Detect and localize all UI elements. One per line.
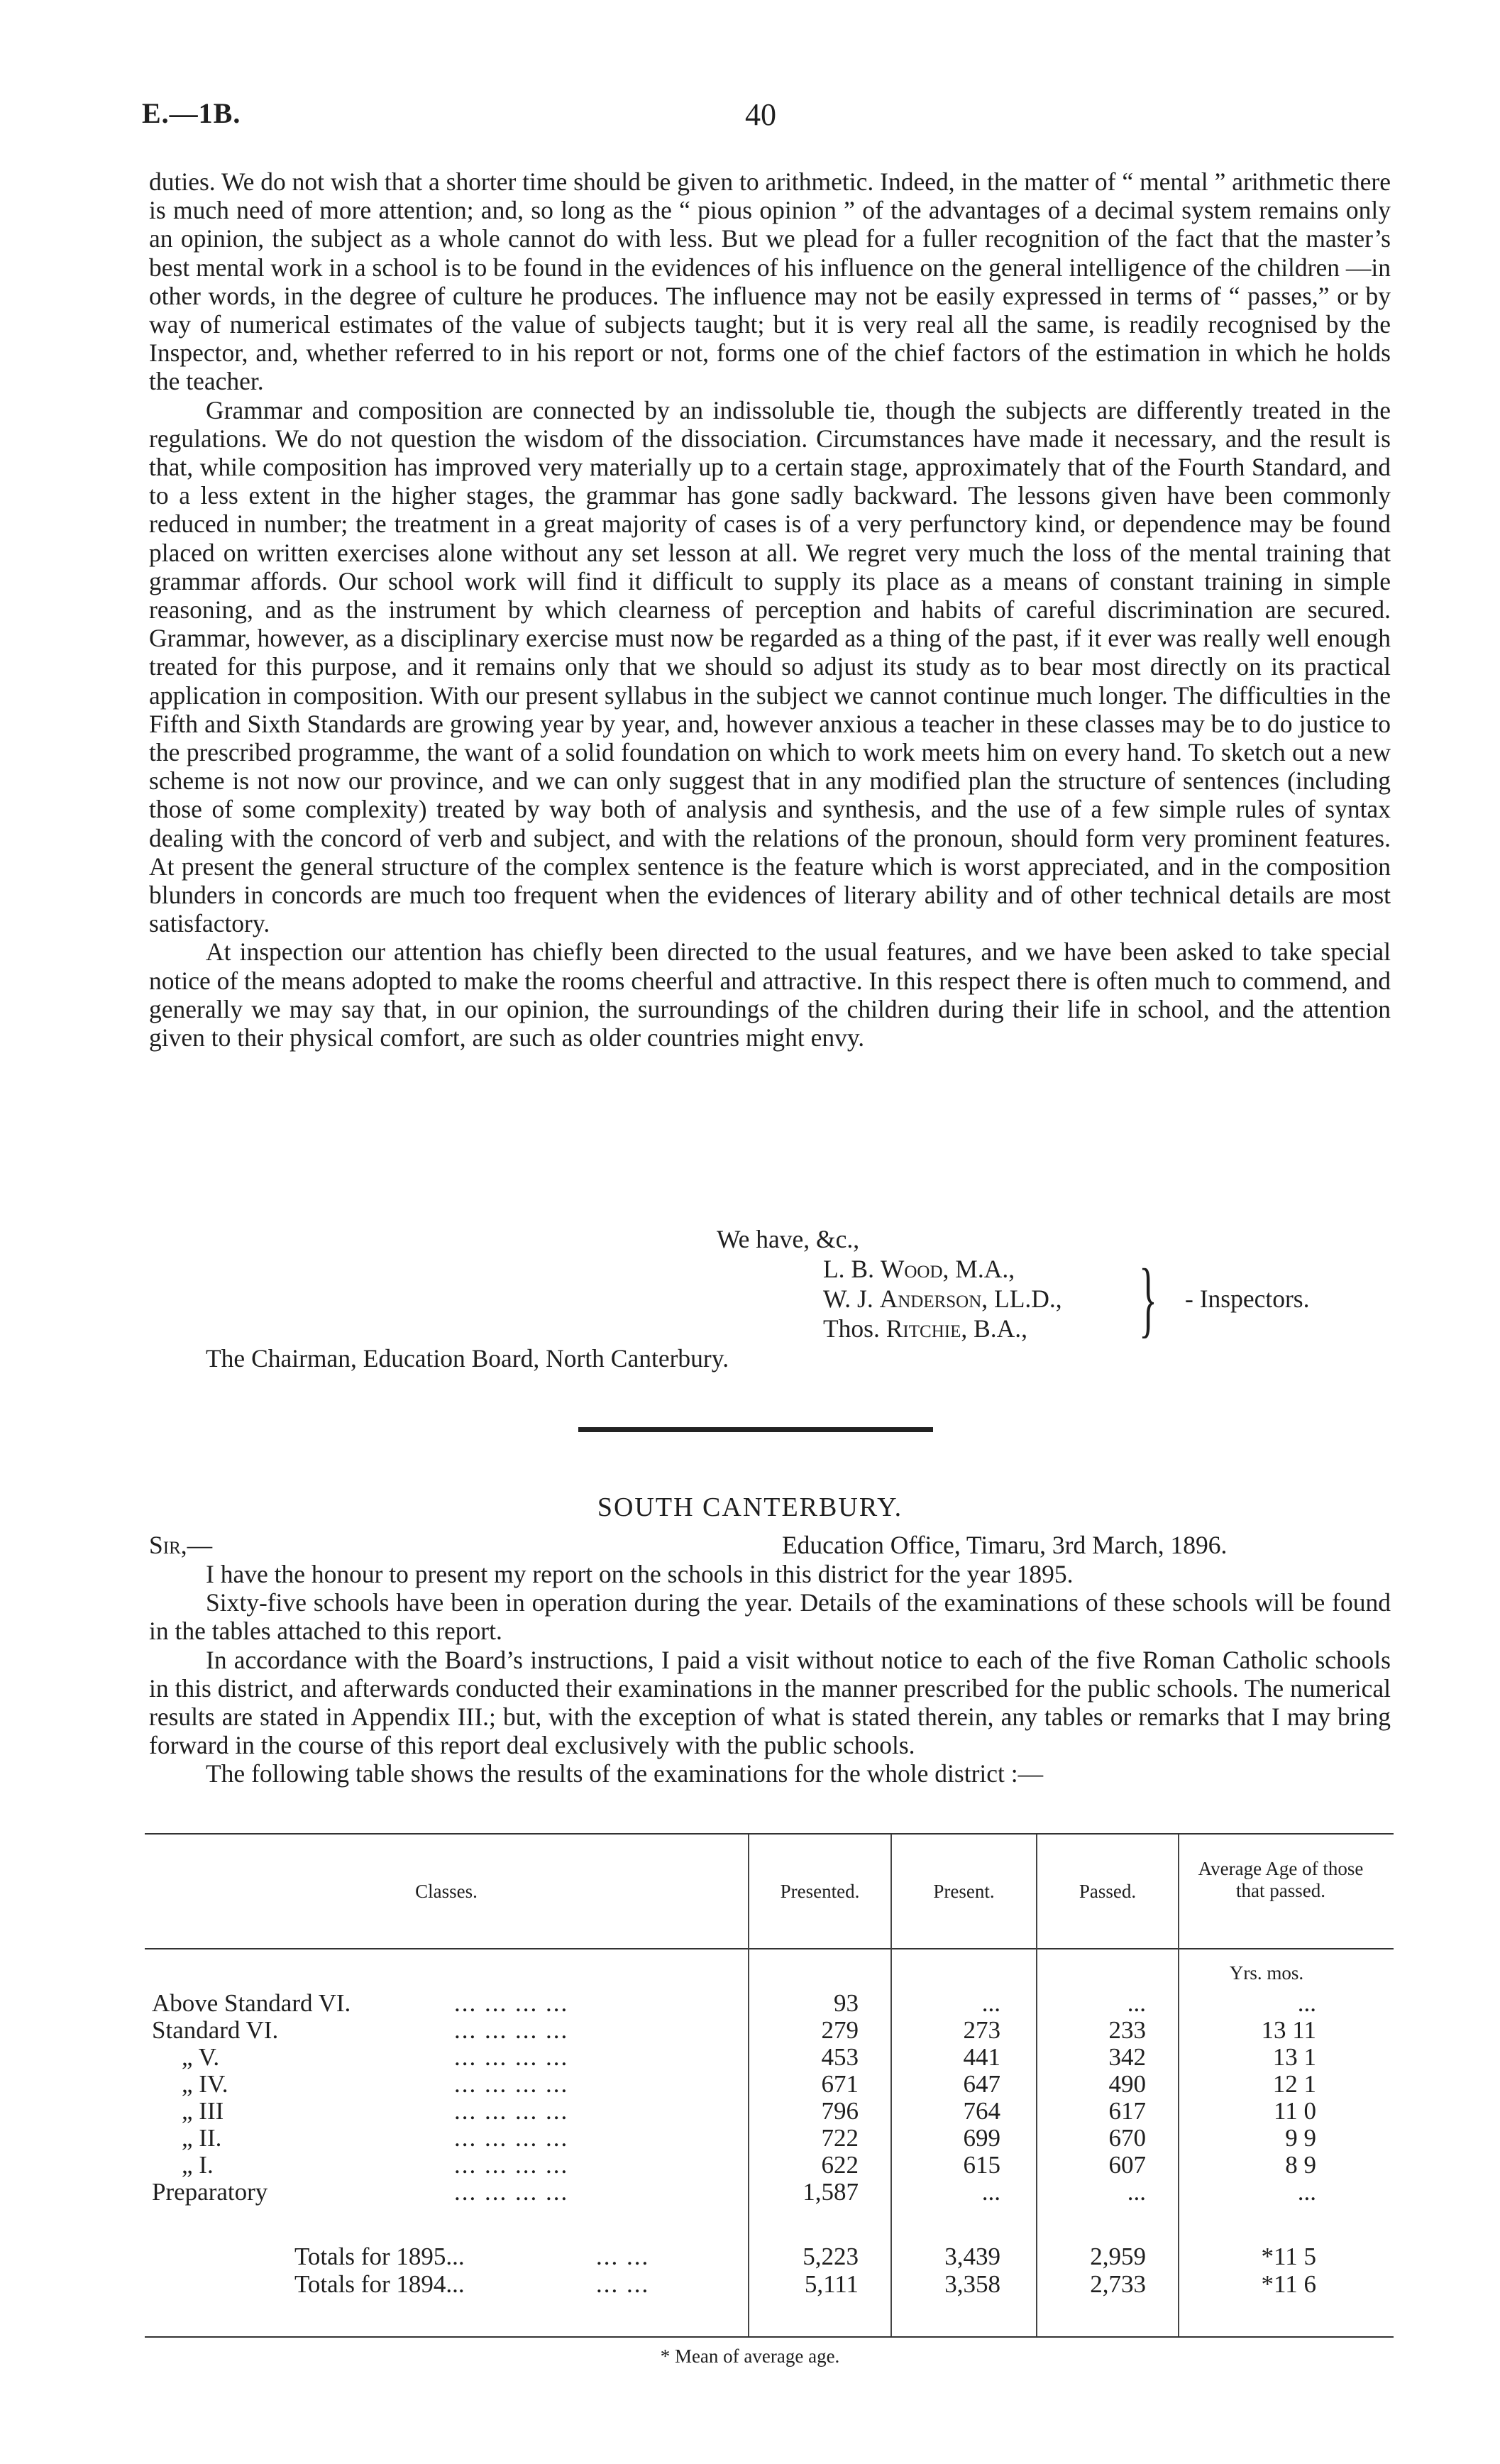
- table-bottom-rule: [145, 2336, 1394, 2338]
- table-row: „ II. ... ... ... ... 722 699 670 9 9: [182, 2124, 1316, 2152]
- signatory: Thos. Ritchie, B.A.,: [823, 1314, 1028, 1343]
- signatory-role: - Inspectors.: [1185, 1285, 1310, 1313]
- paragraph: I have the honour to present my report on the schools in this district for the year 1895.: [206, 1560, 1074, 1588]
- table-row: „ V. ... ... ... ... 453 441 342 13 1: [182, 2043, 1316, 2071]
- signatory: W. J. Anderson, LL.D.,: [823, 1285, 1062, 1313]
- section-divider: [578, 1427, 933, 1432]
- addressee: The Chairman, Education Board, North Canterbury.: [206, 1344, 729, 1373]
- column-header-passed: Passed.: [1079, 1881, 1137, 1902]
- paragraph: The following table shows the results of the examinations for the whole district :—: [206, 1759, 1044, 1788]
- signatory: L. B. Wood, M.A.,: [823, 1255, 1015, 1283]
- totals-row: Totals for 1894... ... ... 5,111 3,358 2,733 *11 6: [294, 2270, 1316, 2298]
- column-header-present: Present.: [933, 1881, 995, 1902]
- paragraph: duties. We do not wish that a shorter time should be given to arithmetic. Indeed, in the matter of “ mental ” arithmetic there is much need of more attention; and, so long as the “ pious opinion ” of the advantages of a decimal system remains only an opinion, the subject as a whole cannot do with less. But we plead for a fuller recognition of the fact that the master’s best mental work in a school is to be found in the evidences of his influence on the general intelligence of the children —in other words, in the degree of culture he produces. The influence may not be easily expressed in terms of “ passes,” or by way of numerical estimates of the value of subjects taught; but it is very real all the same, is readily recognised by the Inspector, and, whether referred to in his report or not, forms one of the chief factors of the estimation in which he holds the teacher.: [149, 167, 1391, 396]
- section-title: SOUTH CANTERBURY.: [597, 1492, 903, 1522]
- paragraph: At inspection our attention has chiefly been directed to the usual features, and we have been asked to take special notice of the means adopted to make the rooms cheerful and attractive. In this respect there is often much to commend, and generally we may say that, in our opinion, the surroundings of the children during their life in school, and the attention given to their physical comfort, are such as older countries might envy.: [149, 937, 1391, 1052]
- table-row: Preparatory ... ... ... ... 1,587 ... ... ...: [152, 2178, 1316, 2206]
- north-canterbury-report-text: [149, 167, 1391, 1052]
- brace-glyph: }: [1139, 1251, 1157, 1346]
- salutation: Sir,—: [149, 1531, 213, 1559]
- table-row: „ III ... ... ... ... 796 764 617 11 0: [182, 2097, 1316, 2125]
- age-unit-label: Yrs. mos.: [1229, 1962, 1304, 1984]
- document-reference: E.—1B.: [142, 97, 241, 129]
- page-number: 40: [745, 97, 776, 132]
- column-header-average-age: Average Age of those that passed.: [1198, 1858, 1364, 1901]
- table-row: „ IV. ... ... ... ... 671 647 490 12 1: [182, 2070, 1316, 2098]
- table-row: Above Standard VI. ... ... ... ... 93 ... ... ...: [152, 1989, 1316, 2017]
- paragraph: Grammar and composition are connected by an indissoluble tie, though the subjects are differently treated in the regulations. We do not question the wisdom of the dissociation. Circumstances have made it necessary, and the result is that, while composition has improved very materially up to a certain stage, approximately that of the Fourth Standard, and to a less extent in the higher stages, the grammar has gone sadly backward. The lessons given have been commonly reduced in number; the treatment in a great majority of cases is of a very perfunctory kind, or dependence may be found placed on written exercises alone without any set lesson at all. We regret very much the loss of the mental training that grammar affords. Our school work will find it difficult to supply its place as a means of constant training in simple reasoning, and as the instrument by which clearness of perception and habits of careful discrimination are secured. Grammar, however, as a disciplinary exercise must now be regarded as a thing of the past, if it ever was really well enough treated for this purpose, and it remains only that we should so adjust its study as to bear most directly on its practical application in composition. With our present syllabus in the subject we cannot continue much longer. The difficulties in the Fifth and Sixth Standards are growing year by year, and, however anxious a teacher in these classes may be to do justice to the prescribed programme, the want of a solid foundation on which to work meets him on every hand. To sketch out a new scheme is not now our province, and we can only suggest that in any modified plan the structure of sentences (including those of some complexity) treated by way both of analysis and synthesis, and the use of a few simple rules of syntax dealing with the concord of verb and subject, and with the relations of the pronoun, should form very prominent features. At present the general structure of the complex sentence is the feature which is worst appreciated, and in the composition blunders in concords are much too frequent when the evidences of literary ability and of other technical details are most satisfactory.: [149, 395, 1391, 938]
- totals-row: Totals for 1895... ... ... 5,223 3,439 2,959 *11 5: [294, 2243, 1316, 2270]
- page-header: [142, 97, 1391, 139]
- table-top-rule: [145, 1833, 1394, 1835]
- south-canterbury-report-text: [149, 1560, 1391, 1788]
- table-row: Standard VI. ... ... ... ... 279 273 233 13 11: [152, 2016, 1316, 2044]
- signature-block: [149, 1225, 1391, 1381]
- column-header-classes: Classes.: [415, 1881, 478, 1902]
- column-header-presented: Presented.: [780, 1881, 860, 1902]
- closing-phrase: We have, &c.,: [717, 1225, 860, 1253]
- table-footnote: * Mean of average age.: [660, 2345, 840, 2367]
- dateline: Education Office, Timaru, 3rd March, 1896.: [782, 1531, 1228, 1559]
- paragraph: Sixty-five schools have been in operation during the year. Details of the examinations of these schools will be found in the tables attached to this report.: [149, 1588, 1391, 1646]
- paragraph: In accordance with the Board’s instructions, I paid a visit without notice to each of the five Roman Catholic schools in this district, and afterwards conducted their examinations in the manner prescribed for the public schools. The numerical results are stated in Appendix III.; but, with the exception of what is stated therein, any tables or remarks that I may bring forward in the course of this report deal exclusively with the public schools.: [149, 1645, 1391, 1760]
- table-header-rule: [145, 1948, 1394, 1949]
- table-row: „ I. ... ... ... ... 622 615 607 8 9: [182, 2151, 1316, 2179]
